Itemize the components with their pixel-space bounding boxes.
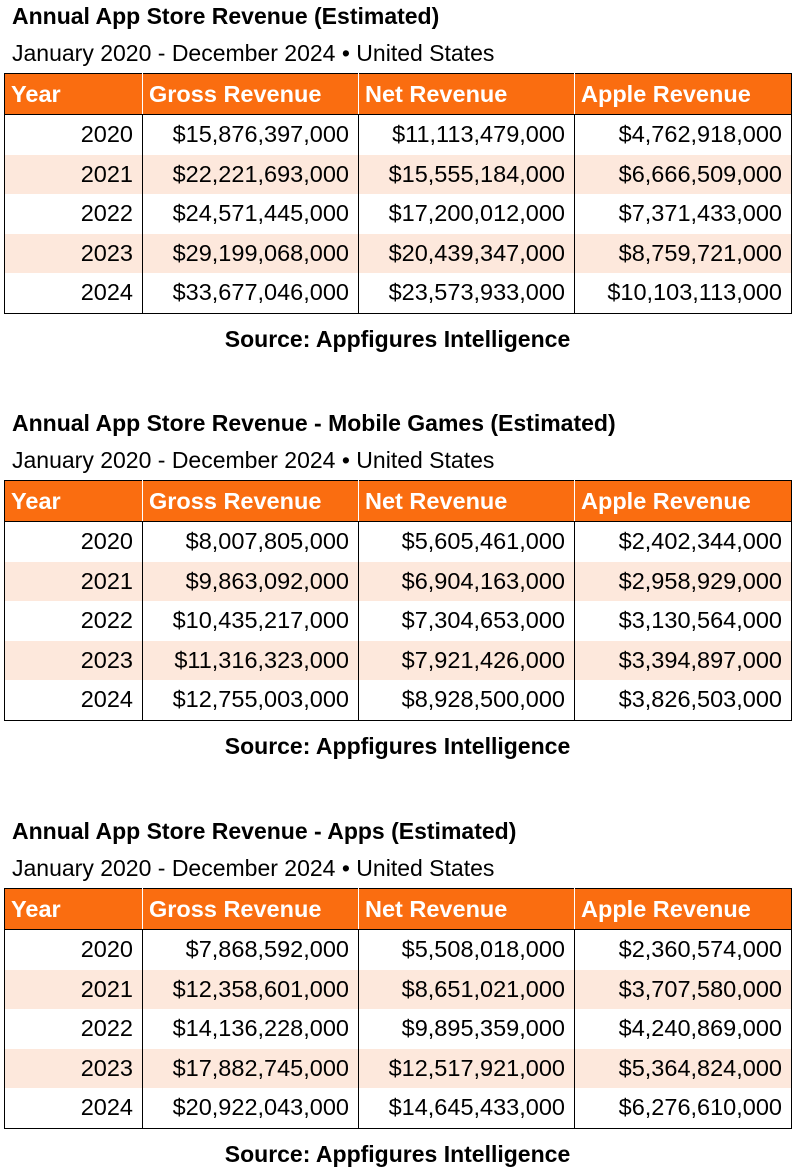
cell-year: 2021 [5, 970, 143, 1010]
section-title: Annual App Store Revenue - Mobile Games (Estimated) [12, 410, 616, 436]
table-row [5, 680, 792, 720]
cell-year: 2022 [5, 1009, 143, 1049]
cell-apple-revenue: $2,958,929,000 [575, 562, 792, 602]
revenue-table [4, 73, 792, 314]
section-subtitle: January 2020 - December 2024 • United States [12, 447, 495, 473]
cell-year: 2023 [5, 1049, 143, 1089]
cell-apple-revenue: $3,707,580,000 [575, 970, 792, 1010]
table-row [5, 194, 792, 234]
column-header-year: Year [5, 74, 143, 115]
cell-gross-revenue: $7,868,592,000 [143, 930, 359, 970]
column-header-year: Year [5, 889, 143, 930]
cell-apple-revenue: $2,402,344,000 [575, 522, 792, 562]
cell-gross-revenue: $15,876,397,000 [143, 115, 359, 155]
cell-year: 2020 [5, 522, 143, 562]
table-row [5, 970, 792, 1010]
cell-net-revenue: $11,113,479,000 [359, 115, 575, 155]
cell-apple-revenue: $3,130,564,000 [575, 601, 792, 641]
cell-apple-revenue: $6,666,509,000 [575, 155, 792, 195]
cell-net-revenue: $7,304,653,000 [359, 601, 575, 641]
cell-net-revenue: $6,904,163,000 [359, 562, 575, 602]
cell-gross-revenue: $8,007,805,000 [143, 522, 359, 562]
table-row [5, 115, 792, 155]
cell-year: 2023 [5, 641, 143, 681]
cell-net-revenue: $9,895,359,000 [359, 1009, 575, 1049]
cell-apple-revenue: $10,103,113,000 [575, 273, 792, 313]
cell-net-revenue: $23,573,933,000 [359, 273, 575, 313]
cell-net-revenue: $8,928,500,000 [359, 680, 575, 720]
cell-gross-revenue: $10,435,217,000 [143, 601, 359, 641]
table-row [5, 522, 792, 562]
cell-gross-revenue: $17,882,745,000 [143, 1049, 359, 1089]
revenue-table [4, 888, 792, 1129]
cell-net-revenue: $20,439,347,000 [359, 234, 575, 274]
cell-year: 2023 [5, 234, 143, 274]
cell-net-revenue: $12,517,921,000 [359, 1049, 575, 1089]
cell-year: 2024 [5, 680, 143, 720]
cell-year: 2022 [5, 601, 143, 641]
cell-year: 2020 [5, 930, 143, 970]
column-header-apple-revenue: Apple Revenue [575, 889, 792, 930]
table-header-row [5, 481, 792, 522]
table-row [5, 1009, 792, 1049]
table-header-row [5, 74, 792, 115]
cell-gross-revenue: $12,755,003,000 [143, 680, 359, 720]
cell-gross-revenue: $29,199,068,000 [143, 234, 359, 274]
cell-net-revenue: $15,555,184,000 [359, 155, 575, 195]
cell-gross-revenue: $11,316,323,000 [143, 641, 359, 681]
source-note: Source: Appfigures Intelligence [224, 1141, 571, 1167]
cell-gross-revenue: $20,922,043,000 [143, 1088, 359, 1128]
cell-year: 2021 [5, 562, 143, 602]
revenue-table [4, 480, 792, 721]
column-header-apple-revenue: Apple Revenue [575, 481, 792, 522]
column-header-net-revenue: Net Revenue [359, 481, 575, 522]
column-header-net-revenue: Net Revenue [359, 74, 575, 115]
cell-net-revenue: $17,200,012,000 [359, 194, 575, 234]
cell-net-revenue: $14,645,433,000 [359, 1088, 575, 1128]
section-title: Annual App Store Revenue (Estimated) [12, 3, 440, 29]
source-note: Source: Appfigures Intelligence [224, 326, 571, 352]
table-row [5, 930, 792, 970]
cell-net-revenue: $8,651,021,000 [359, 970, 575, 1010]
cell-apple-revenue: $4,762,918,000 [575, 115, 792, 155]
column-header-apple-revenue: Apple Revenue [575, 74, 792, 115]
table-row [5, 641, 792, 681]
cell-net-revenue: $7,921,426,000 [359, 641, 575, 681]
cell-gross-revenue: $12,358,601,000 [143, 970, 359, 1010]
cell-year: 2024 [5, 273, 143, 313]
cell-gross-revenue: $22,221,693,000 [143, 155, 359, 195]
cell-gross-revenue: $24,571,445,000 [143, 194, 359, 234]
cell-year: 2020 [5, 115, 143, 155]
table-row [5, 155, 792, 195]
column-header-gross-revenue: Gross Revenue [143, 74, 359, 115]
cell-net-revenue: $5,605,461,000 [359, 522, 575, 562]
table-row [5, 601, 792, 641]
cell-apple-revenue: $3,394,897,000 [575, 641, 792, 681]
table-row [5, 1088, 792, 1128]
cell-apple-revenue: $7,371,433,000 [575, 194, 792, 234]
section-title: Annual App Store Revenue - Apps (Estimated) [12, 818, 517, 844]
cell-year: 2021 [5, 155, 143, 195]
section-subtitle: January 2020 - December 2024 • United States [12, 40, 495, 66]
column-header-gross-revenue: Gross Revenue [143, 481, 359, 522]
table-row [5, 234, 792, 274]
section-subtitle: January 2020 - December 2024 • United States [12, 855, 495, 881]
column-header-net-revenue: Net Revenue [359, 889, 575, 930]
cell-gross-revenue: $14,136,228,000 [143, 1009, 359, 1049]
cell-apple-revenue: $4,240,869,000 [575, 1009, 792, 1049]
cell-gross-revenue: $33,677,046,000 [143, 273, 359, 313]
source-note: Source: Appfigures Intelligence [224, 733, 571, 759]
column-header-gross-revenue: Gross Revenue [143, 889, 359, 930]
table-row [5, 1049, 792, 1089]
table-row [5, 273, 792, 313]
cell-apple-revenue: $3,826,503,000 [575, 680, 792, 720]
column-header-year: Year [5, 481, 143, 522]
cell-apple-revenue: $8,759,721,000 [575, 234, 792, 274]
table-header-row [5, 889, 792, 930]
table-row [5, 562, 792, 602]
cell-apple-revenue: $6,276,610,000 [575, 1088, 792, 1128]
cell-year: 2024 [5, 1088, 143, 1128]
cell-apple-revenue: $5,364,824,000 [575, 1049, 792, 1089]
cell-year: 2022 [5, 194, 143, 234]
cell-net-revenue: $5,508,018,000 [359, 930, 575, 970]
cell-gross-revenue: $9,863,092,000 [143, 562, 359, 602]
cell-apple-revenue: $2,360,574,000 [575, 930, 792, 970]
